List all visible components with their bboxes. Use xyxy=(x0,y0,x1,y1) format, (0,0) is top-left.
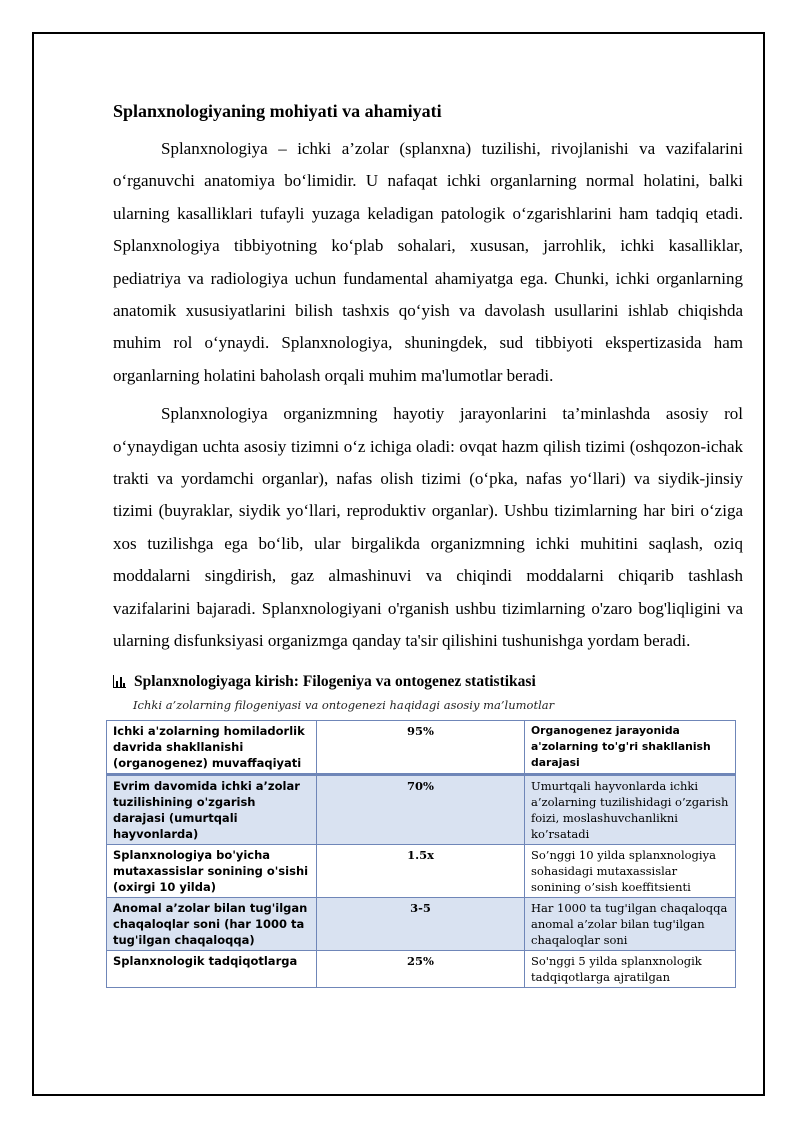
row-note: So'nggi 5 yilda splanxnologik tadqiqotlarga ajratilgan xyxy=(525,950,736,987)
row-note: Organogenez jarayonida a'zolarning to'g'ri shakllanish darajasi xyxy=(525,720,736,774)
row-value: 1.5x xyxy=(317,844,525,897)
row-note: So’nggi 10 yilda splanxnologiya sohasidagi mutaxassislar sonining o’sish koeffitsienti xyxy=(525,844,736,897)
statistics-table xyxy=(106,720,736,988)
row-label: Evrim davomida ichki a’zolar tuzilishining o'zgarish darajasi (umurtqali hayvonlarda) xyxy=(107,774,317,844)
table-caption: Ichki a’zolarning filogeniyasi va ontogenezi haqidagi asosiy ma’lumotlar xyxy=(133,697,555,712)
paragraph-2: Splanxnologiya organizmning hayotiy jarayonlarini ta’minlashda asosiy rol o‘ynaydigan uchta asosiy tizimni o‘z ichiga oladi: ovqat hazm qilish tizimi (oshqozon-ichak trakti va yordamchi organlar), nafas olish tizimi (o‘pka, nafas yo‘llari) va siydik-jinsiy tizimi (buyraklar, siydik yo‘llari, reproduktiv organlar). Ushbu tizimlarning har biri o‘ziga xos tuzilishga ega bo‘lib, ular birgalikda organizmning ichki muhitini saqlash, oziq moddalarni singdirish, gaz almashinuvi va chiqindi moddalarni chiqarib tashlash vazifalarini bajaradi. Splanxnologiyani o'rganish ushbu tizimlarning o'zaro bog'liqligini va ularning disfunksiyasi organizmga qanday ta'sir qilishini tushunishga yordam beradi. xyxy=(113,404,743,651)
row-value: 95% xyxy=(317,720,525,774)
table-row xyxy=(107,720,736,774)
row-value: 25% xyxy=(317,950,525,987)
row-label: Ichki a'zolarning homiladorlik davrida shakllanishi (organogenez) muvaffaqiyati xyxy=(107,720,317,774)
paragraph-1: Splanxnologiya – ichki a’zolar (splanxna) tuzilishi, rivojlanishi va vazifalarini o‘rganuvchi anatomiya bo‘limidir. U nafaqat ichki organlarning normal holatini, balki ularning kasalliklari tufayli yuzaga keladigan patologik o‘zgarishlarini ham tadqiq etadi. Splanxnologiya tibbiyotning ko‘plab sohalari, xususan, jarrohlik, ichki kasalliklar, pediatriya va radiologiya uchun fundamental ahamiyatga ega. Chunki, ichki organlarning anatomik xususiyatlarini bilish tashxis qo‘yish va davolash usullarini ishlab chiqishda muhim rol o‘ynaydi. Splanxnologiya, shuningdek, sud tibbiyoti ekspertizasida ham organlarning holatini baholash orqali muhim ma'lumotlar beradi. xyxy=(113,139,743,385)
row-label: Splanxnologiya bo'yicha mutaxassislar sonining o'sishi (oxirgi 10 yilda) xyxy=(107,844,317,897)
row-value: 70% xyxy=(317,774,525,844)
section-heading xyxy=(113,672,743,692)
bar-chart-icon xyxy=(113,675,126,688)
table-row xyxy=(107,774,736,844)
row-note: Har 1000 ta tug'ilgan chaqaloqqa anomal a’zolar bilan tug'ilgan chaqaloqlar soni xyxy=(525,897,736,950)
row-value: 3-5 xyxy=(317,897,525,950)
document-body xyxy=(113,99,743,988)
table-row xyxy=(107,844,736,897)
table-row xyxy=(107,950,736,987)
section-heading-text: Splanxnologiyaga kirish: Filogeniya va ontogenez statistikasi xyxy=(134,672,536,690)
table-row xyxy=(107,897,736,950)
row-label: Anomal a’zolar bilan tug'ilgan chaqaloqlar soni (har 1000 ta tug'ilgan chaqaloqqa) xyxy=(107,897,317,950)
document-title: Splanxnologiyaning mohiyati va ahamiyati xyxy=(113,101,442,121)
row-note: Umurtqali hayvonlarda ichki a’zolarning tuzilishidagi o’zgarish foizi, moslashuvchanlikni ko’rsatadi xyxy=(525,774,736,844)
row-label: Splanxnologik tadqiqotlarga xyxy=(107,950,317,987)
